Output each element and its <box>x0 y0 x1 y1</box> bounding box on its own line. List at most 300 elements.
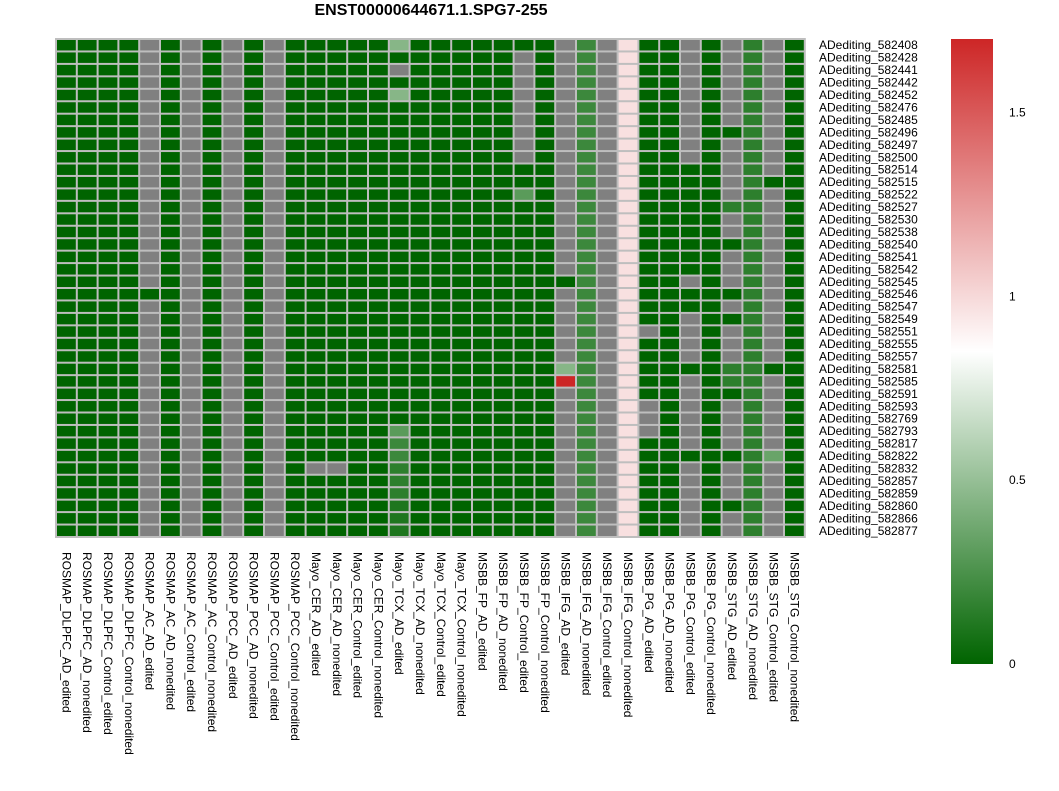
heatmap-cell <box>244 513 263 523</box>
heatmap-cell <box>494 189 513 199</box>
row-label: ADediting_582551 <box>819 324 918 339</box>
heatmap-cell <box>660 90 679 100</box>
heatmap-cell <box>327 351 346 361</box>
heatmap-cell <box>78 526 97 536</box>
heatmap-cell <box>681 301 700 311</box>
heatmap-cell <box>681 314 700 324</box>
heatmap-cell <box>286 77 305 87</box>
heatmap-cell <box>369 414 388 424</box>
heatmap-cell <box>140 277 159 287</box>
heatmap-cell <box>598 351 617 361</box>
heatmap-cell <box>681 52 700 62</box>
heatmap-cell <box>577 314 596 324</box>
heatmap-cell <box>244 351 263 361</box>
heatmap-cell <box>327 314 346 324</box>
column-label: MSBB_IFG_AD_nonedited <box>579 552 594 696</box>
heatmap-cell <box>119 314 138 324</box>
heatmap-cell <box>57 476 76 486</box>
column-label: ROSMAP_AC_AD_edited <box>142 552 157 691</box>
heatmap-cell <box>577 501 596 511</box>
heatmap-cell <box>535 339 554 349</box>
heatmap-cell <box>203 501 222 511</box>
heatmap-cell <box>327 227 346 237</box>
heatmap-cell <box>307 202 326 212</box>
heatmap-cell <box>598 165 617 175</box>
heatmap-cell <box>140 102 159 112</box>
heatmap-cell <box>556 189 575 199</box>
heatmap-cell <box>577 326 596 336</box>
heatmap-cell <box>598 364 617 374</box>
heatmap-cell <box>723 488 742 498</box>
heatmap-cell <box>411 314 430 324</box>
heatmap-cell <box>327 526 346 536</box>
heatmap-cell <box>369 389 388 399</box>
heatmap-cell <box>182 401 201 411</box>
heatmap-cell <box>119 426 138 436</box>
heatmap-cell <box>723 77 742 87</box>
heatmap-cell <box>78 277 97 287</box>
heatmap-cell <box>99 214 118 224</box>
heatmap-cell <box>78 40 97 50</box>
heatmap-cell <box>431 77 450 87</box>
heatmap-cell <box>598 90 617 100</box>
heatmap-cell <box>764 414 783 424</box>
heatmap-cell <box>265 451 284 461</box>
heatmap-cell <box>660 451 679 461</box>
heatmap-cell <box>161 289 180 299</box>
heatmap-cell <box>535 351 554 361</box>
heatmap-cell <box>473 451 492 461</box>
heatmap-cell <box>619 351 638 361</box>
heatmap-cell <box>78 227 97 237</box>
heatmap-cell <box>494 40 513 50</box>
heatmap-cell <box>78 177 97 187</box>
heatmap-cell <box>702 376 721 386</box>
heatmap-cell <box>57 214 76 224</box>
heatmap-cell <box>431 227 450 237</box>
heatmap-cell <box>411 90 430 100</box>
heatmap-cell <box>119 177 138 187</box>
heatmap-cell <box>764 77 783 87</box>
heatmap-cell <box>411 202 430 212</box>
heatmap-cell <box>161 414 180 424</box>
heatmap-cell <box>161 127 180 137</box>
legend-tick-label: 0 <box>1009 657 1016 671</box>
heatmap-cell <box>515 202 534 212</box>
heatmap-cell <box>369 501 388 511</box>
heatmap-cell <box>494 90 513 100</box>
heatmap-cell <box>702 326 721 336</box>
heatmap-cell <box>286 463 305 473</box>
heatmap-cell <box>286 65 305 75</box>
heatmap-cell <box>286 177 305 187</box>
heatmap-cell <box>577 189 596 199</box>
heatmap-cell <box>411 451 430 461</box>
heatmap-cell <box>348 476 367 486</box>
heatmap-cell <box>99 426 118 436</box>
heatmap-cell <box>327 364 346 374</box>
heatmap-cell <box>390 326 409 336</box>
row-label: ADediting_582540 <box>819 237 918 252</box>
heatmap-cell <box>223 401 242 411</box>
row-label: ADediting_582547 <box>819 299 918 314</box>
heatmap-cell <box>515 102 534 112</box>
heatmap-cell <box>535 239 554 249</box>
heatmap-cell <box>431 463 450 473</box>
heatmap-cell <box>764 513 783 523</box>
heatmap-cell <box>307 314 326 324</box>
row-label: ADediting_582793 <box>819 424 918 439</box>
heatmap-cell <box>244 239 263 249</box>
heatmap-cell <box>743 127 762 137</box>
heatmap-cell <box>556 326 575 336</box>
heatmap-cell <box>723 364 742 374</box>
heatmap-cell <box>286 165 305 175</box>
heatmap-cell <box>119 65 138 75</box>
heatmap-cell <box>348 351 367 361</box>
heatmap-cell <box>785 189 804 199</box>
heatmap-cell <box>161 52 180 62</box>
heatmap-cell <box>660 513 679 523</box>
heatmap-cell <box>369 351 388 361</box>
heatmap-cell <box>307 326 326 336</box>
heatmap-cell <box>577 389 596 399</box>
heatmap-cell <box>515 177 534 187</box>
heatmap-cell <box>286 339 305 349</box>
heatmap-cell <box>244 152 263 162</box>
heatmap-cell <box>723 252 742 262</box>
heatmap-cell <box>99 513 118 523</box>
heatmap-cell <box>535 426 554 436</box>
heatmap-cell <box>681 165 700 175</box>
heatmap-cell <box>431 513 450 523</box>
heatmap-cell <box>515 277 534 287</box>
heatmap-cell <box>244 501 263 511</box>
heatmap-cell <box>473 140 492 150</box>
heatmap-cell <box>660 501 679 511</box>
row-label: ADediting_582822 <box>819 449 918 464</box>
heatmap-cell <box>390 152 409 162</box>
heatmap-cell <box>785 252 804 262</box>
heatmap-cell <box>327 189 346 199</box>
heatmap-cell <box>161 301 180 311</box>
heatmap-cell <box>431 189 450 199</box>
heatmap-cell <box>286 140 305 150</box>
heatmap-cell <box>723 177 742 187</box>
heatmap-cell <box>619 90 638 100</box>
heatmap-cell <box>764 214 783 224</box>
heatmap-cell <box>203 289 222 299</box>
heatmap-cell <box>265 214 284 224</box>
heatmap-cell <box>411 389 430 399</box>
heatmap-cell <box>203 214 222 224</box>
heatmap-cell <box>369 451 388 461</box>
heatmap-cell <box>619 463 638 473</box>
heatmap-cell <box>348 389 367 399</box>
heatmap-cell <box>286 264 305 274</box>
heatmap-cell <box>140 189 159 199</box>
heatmap-cell <box>369 214 388 224</box>
heatmap-cell <box>182 476 201 486</box>
heatmap-cell <box>369 202 388 212</box>
heatmap-cell <box>57 227 76 237</box>
row-label: ADediting_582859 <box>819 486 918 501</box>
heatmap-cell <box>494 239 513 249</box>
heatmap-cell <box>619 289 638 299</box>
heatmap-cell <box>390 364 409 374</box>
heatmap-cell <box>764 326 783 336</box>
heatmap-cell <box>452 140 471 150</box>
heatmap-cell <box>494 339 513 349</box>
heatmap-cell <box>431 289 450 299</box>
heatmap-cell <box>702 102 721 112</box>
heatmap-cell <box>57 401 76 411</box>
heatmap-cell <box>702 127 721 137</box>
heatmap-cell <box>473 438 492 448</box>
heatmap-cell <box>265 52 284 62</box>
heatmap-cell <box>639 314 658 324</box>
heatmap-cell <box>307 165 326 175</box>
heatmap-cell <box>307 115 326 125</box>
heatmap-cell <box>182 239 201 249</box>
heatmap-cell <box>307 277 326 287</box>
heatmap-cell <box>348 289 367 299</box>
row-label: ADediting_582866 <box>819 511 918 526</box>
heatmap-cell <box>785 127 804 137</box>
heatmap-cell <box>702 239 721 249</box>
heatmap-cell <box>390 277 409 287</box>
heatmap-cell <box>452 77 471 87</box>
heatmap-cell <box>78 239 97 249</box>
heatmap-cell <box>785 102 804 112</box>
heatmap-cell <box>556 65 575 75</box>
heatmap-cell <box>764 301 783 311</box>
heatmap-cell <box>99 488 118 498</box>
heatmap-cell <box>681 115 700 125</box>
heatmap-cell <box>577 77 596 87</box>
heatmap-cell <box>577 65 596 75</box>
heatmap-cell <box>452 414 471 424</box>
heatmap-cell <box>452 90 471 100</box>
heatmap-cell <box>119 239 138 249</box>
heatmap-cell <box>577 252 596 262</box>
heatmap-cell <box>535 165 554 175</box>
heatmap-cell <box>723 301 742 311</box>
heatmap-cell <box>681 177 700 187</box>
heatmap-cell <box>660 115 679 125</box>
heatmap-cell <box>307 90 326 100</box>
heatmap-cell <box>140 451 159 461</box>
heatmap-cell <box>515 77 534 87</box>
heatmap-cell <box>140 414 159 424</box>
heatmap-cell <box>119 401 138 411</box>
heatmap-cell <box>785 140 804 150</box>
heatmap-cell <box>743 90 762 100</box>
heatmap-cell <box>265 152 284 162</box>
heatmap-cell <box>764 339 783 349</box>
heatmap-cell <box>494 476 513 486</box>
heatmap-cell <box>785 177 804 187</box>
heatmap-cell <box>99 152 118 162</box>
heatmap-cell <box>785 314 804 324</box>
heatmap-cell <box>598 202 617 212</box>
heatmap-cell <box>764 202 783 212</box>
column-label: Mayo_CER_AD_edited <box>309 552 323 677</box>
heatmap-cell <box>348 177 367 187</box>
heatmap-cell <box>619 214 638 224</box>
heatmap-cell <box>639 526 658 536</box>
heatmap-cell <box>743 301 762 311</box>
heatmap-cell <box>265 40 284 50</box>
heatmap-cell <box>702 301 721 311</box>
heatmap-cell <box>348 115 367 125</box>
heatmap-cell <box>681 414 700 424</box>
heatmap-cell <box>57 426 76 436</box>
heatmap-cell <box>390 52 409 62</box>
heatmap-cell <box>723 165 742 175</box>
heatmap-cell <box>743 364 762 374</box>
column-label: Mayo_CER_Control_nonedited <box>371 552 386 719</box>
heatmap-cell <box>743 476 762 486</box>
heatmap-cell <box>639 214 658 224</box>
heatmap-cell <box>203 177 222 187</box>
heatmap-cell <box>286 501 305 511</box>
heatmap-cell <box>452 152 471 162</box>
heatmap-cell <box>598 264 617 274</box>
heatmap-cell <box>431 202 450 212</box>
heatmap-cell <box>723 189 742 199</box>
heatmap-cell <box>203 488 222 498</box>
heatmap-cell <box>286 102 305 112</box>
heatmap-cell <box>286 351 305 361</box>
heatmap-cell <box>140 77 159 87</box>
heatmap-cell <box>431 152 450 162</box>
heatmap-cell <box>452 127 471 137</box>
column-label: MSBB_FP_AD_edited <box>475 552 490 671</box>
heatmap-cell <box>119 414 138 424</box>
heatmap-cell <box>57 252 76 262</box>
heatmap-cell <box>286 189 305 199</box>
heatmap-cell <box>743 277 762 287</box>
heatmap-cell <box>785 401 804 411</box>
heatmap-cell <box>494 202 513 212</box>
heatmap-cell <box>78 65 97 75</box>
heatmap-cell <box>348 513 367 523</box>
heatmap-cell <box>119 301 138 311</box>
row-label: ADediting_582442 <box>819 75 918 90</box>
heatmap-cell <box>286 326 305 336</box>
heatmap-cell <box>785 501 804 511</box>
heatmap-cell <box>286 526 305 536</box>
heatmap-cell <box>431 214 450 224</box>
heatmap-cell <box>223 339 242 349</box>
heatmap-cell <box>78 77 97 87</box>
heatmap-cell <box>535 252 554 262</box>
heatmap-cell <box>494 115 513 125</box>
heatmap-cell <box>431 389 450 399</box>
heatmap-cell <box>390 463 409 473</box>
heatmap-cell <box>265 351 284 361</box>
heatmap-cell <box>785 165 804 175</box>
heatmap-cell <box>78 513 97 523</box>
heatmap-cell <box>639 140 658 150</box>
heatmap-cell <box>535 65 554 75</box>
heatmap-cell <box>327 40 346 50</box>
heatmap-cell <box>307 438 326 448</box>
heatmap-cell <box>182 526 201 536</box>
heatmap-cell <box>515 326 534 336</box>
heatmap-cell <box>473 77 492 87</box>
heatmap-cell <box>411 165 430 175</box>
heatmap-cell <box>577 152 596 162</box>
heatmap-cell <box>431 165 450 175</box>
heatmap-cell <box>140 339 159 349</box>
heatmap-cell <box>764 376 783 386</box>
heatmap-cell <box>119 277 138 287</box>
heatmap-cell <box>140 463 159 473</box>
heatmap-cell <box>244 488 263 498</box>
heatmap-cell <box>203 339 222 349</box>
heatmap-cell <box>78 426 97 436</box>
heatmap-cell <box>265 526 284 536</box>
heatmap-cell <box>244 165 263 175</box>
heatmap-cell <box>182 140 201 150</box>
heatmap-cell <box>78 501 97 511</box>
heatmap-cell <box>619 513 638 523</box>
heatmap-cell <box>702 264 721 274</box>
heatmap-cell <box>598 239 617 249</box>
legend-colorbar <box>951 39 993 664</box>
heatmap-cell <box>556 401 575 411</box>
column-label: MSBB_IFG_Control_edited <box>600 552 615 698</box>
heatmap-cell <box>452 177 471 187</box>
heatmap-cell <box>307 40 326 50</box>
heatmap-cell <box>764 102 783 112</box>
heatmap-cell <box>681 202 700 212</box>
heatmap-cell <box>452 314 471 324</box>
heatmap-cell <box>99 239 118 249</box>
heatmap-cell <box>556 252 575 262</box>
heatmap-cell <box>494 414 513 424</box>
heatmap-cell <box>286 513 305 523</box>
heatmap-cell <box>286 214 305 224</box>
heatmap-cell <box>411 177 430 187</box>
heatmap-cell <box>140 239 159 249</box>
heatmap-cell <box>327 77 346 87</box>
heatmap-cell <box>785 389 804 399</box>
heatmap-cell <box>494 526 513 536</box>
heatmap-cell <box>307 152 326 162</box>
row-label: ADediting_582541 <box>819 249 918 264</box>
heatmap-cell <box>764 152 783 162</box>
heatmap-cell <box>577 351 596 361</box>
heatmap-cell <box>785 526 804 536</box>
heatmap-cell <box>203 102 222 112</box>
heatmap-cell <box>119 40 138 50</box>
heatmap-cell <box>598 189 617 199</box>
heatmap-cell <box>327 239 346 249</box>
heatmap-cell <box>182 90 201 100</box>
heatmap-cell <box>182 339 201 349</box>
heatmap-cell <box>431 277 450 287</box>
heatmap-cell <box>390 451 409 461</box>
heatmap-cell <box>431 252 450 262</box>
heatmap-cell <box>515 264 534 274</box>
heatmap-cell <box>515 314 534 324</box>
heatmap-cell <box>223 389 242 399</box>
heatmap-cell <box>78 152 97 162</box>
heatmap-cell <box>286 426 305 436</box>
